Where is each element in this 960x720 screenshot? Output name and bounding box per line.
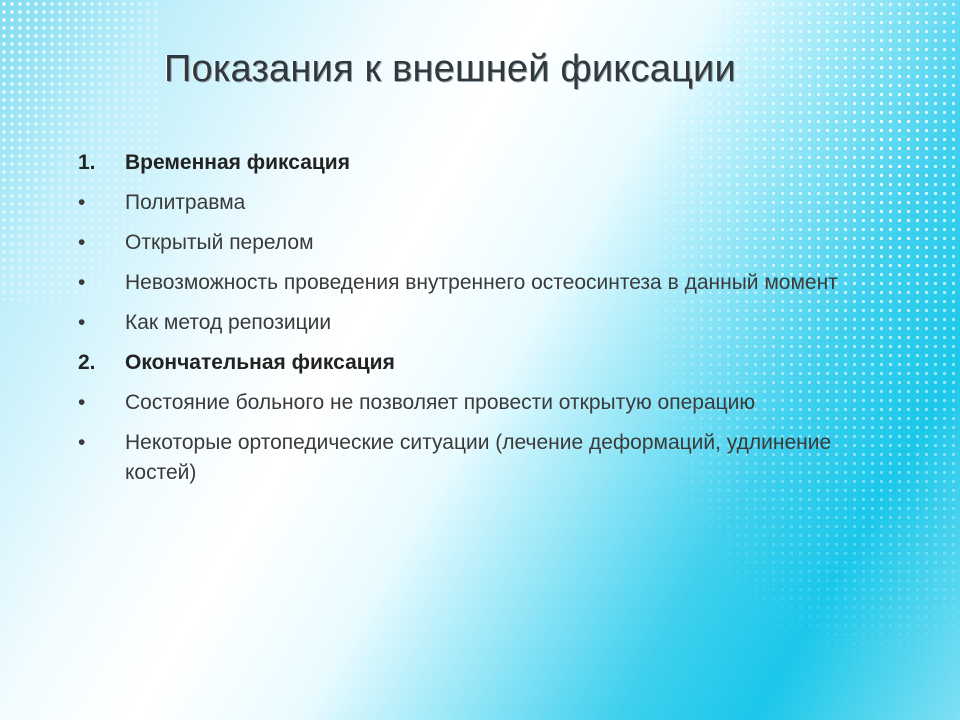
indications-list: [78, 148, 878, 498]
list-number: 2.: [78, 351, 96, 374]
list-item: [78, 388, 878, 418]
list-item-text: Временная фиксация: [125, 151, 350, 174]
list-item: [78, 308, 878, 338]
slide-title: Показания к внешней фиксации: [164, 48, 736, 90]
bullet-icon: •: [78, 271, 86, 294]
list-item: [78, 268, 878, 298]
bullet-icon: •: [78, 231, 86, 254]
list-item-text: Окончательная фиксация: [125, 351, 395, 374]
list-item: [78, 428, 878, 488]
list-item: [78, 228, 878, 258]
list-heading-definitive: [78, 348, 878, 378]
bullet-icon: •: [78, 431, 86, 454]
list-item-text: Как метод репозиции: [125, 311, 332, 334]
list-item: [78, 188, 878, 218]
list-number: 1.: [78, 151, 96, 174]
list-item-text: Состояние больного не позволяет провести открытую операцию: [125, 391, 756, 414]
bullet-icon: •: [78, 391, 86, 414]
list-item-text: Открытый перелом: [125, 231, 314, 254]
bullet-icon: •: [78, 191, 86, 214]
list-item-text: Невозможность проведения внутреннего остеосинтеза в данный момент: [125, 271, 838, 294]
list-heading-temporary: [78, 148, 878, 178]
bullet-icon: •: [78, 311, 86, 334]
list-item-text: Некоторые ортопедические ситуации (лечение деформаций, удлинение костей): [125, 431, 832, 484]
list-item-text: Политравма: [125, 191, 246, 214]
